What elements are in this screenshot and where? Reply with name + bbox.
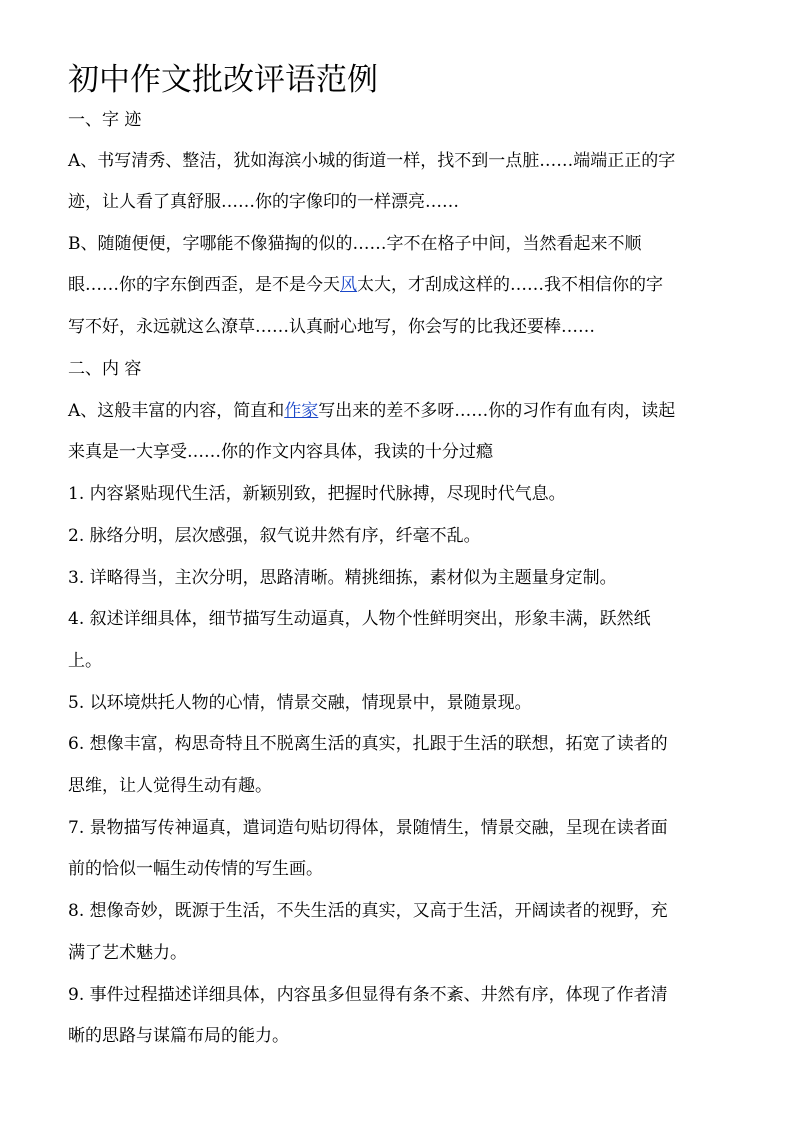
handwriting-b-line-2 xyxy=(68,272,663,298)
content-item-5: 5. 以环境烘托人物的心情，情景交融，情现景中，景随景现。 xyxy=(68,693,532,713)
handwriting-a-line-1: A、书写清秀、整洁，犹如海滨小城的街道一样，找不到一点脏……端端正正的字 xyxy=(68,151,676,171)
content-item-6-line-1: 6. 想像丰富，构思奇特且不脱离生活的真实，扎跟于生活的联想，拓宽了读者的 xyxy=(68,734,668,754)
content-item-9-line-2: 晰的思路与谋篇布局的能力。 xyxy=(68,1026,289,1046)
handwriting-b-line-2-post: 太大，才刮成这样的……我不相信你的字 xyxy=(357,275,663,295)
content-item-1: 1. 内容紧贴现代生活，新颖别致，把握时代脉搏，尽现时代气息。 xyxy=(68,484,566,504)
content-item-2: 2. 脉络分明，层次感强，叙气说井然有序，纤毫不乱。 xyxy=(68,526,481,546)
content-item-8-line-1: 8. 想像奇妙，既源于生活，不失生活的真实，又高于生活，开阔读者的视野，充 xyxy=(68,901,668,921)
content-item-9-line-1: 9. 事件过程描述详细具体，内容虽多但显得有条不紊、井然有序，体现了作者清 xyxy=(68,985,668,1005)
content-item-3: 3. 详略得当，主次分明，思路清晰。精挑细拣，素材似为主题量身定制。 xyxy=(68,568,617,588)
section-heading-handwriting: 一、字 迹 xyxy=(68,110,142,130)
content-a-line-1-post: 写出来的差不多呀……你的习作有血有肉，读起 xyxy=(318,401,676,421)
wind-link[interactable]: 风 xyxy=(340,275,357,295)
content-item-8-line-2: 满了艺术魅力。 xyxy=(68,943,187,963)
writer-link[interactable]: 作家 xyxy=(284,401,319,421)
content-a-line-1-pre: A、这般丰富的内容，简直和 xyxy=(68,401,285,421)
handwriting-b-line-2-pre: 眼……你的字东倒西歪，是不是今天 xyxy=(68,275,340,295)
section-heading-content: 二、内 容 xyxy=(68,359,142,379)
content-a-line-1 xyxy=(68,398,675,424)
content-item-4-line-2: 上。 xyxy=(68,651,102,671)
handwriting-b-line-3: 写不好，永远就这么潦草……认真耐心地写，你会写的比我还要棒…… xyxy=(68,317,595,337)
content-item-6-line-2: 思维，让人觉得生动有趣。 xyxy=(68,776,272,796)
content-a-line-2: 来真是一大享受……你的作文内容具体，我读的十分过瘾 xyxy=(68,442,493,462)
content-item-7-line-1: 7. 景物描写传神逼真，遣词造句贴切得体，景随情生，情景交融，呈现在读者面 xyxy=(68,818,668,838)
content-item-4-line-1: 4. 叙述详细具体，细节描写生动逼真，人物个性鲜明突出，形象丰满，跃然纸 xyxy=(68,609,651,629)
handwriting-b-line-1: B、随随便便，字哪能不像猫掏的似的……字不在格子中间，当然看起来不顺 xyxy=(68,234,642,254)
page-title: 初中作文批改评语范例 xyxy=(68,62,378,98)
content-item-7-line-2: 前的恰似一幅生动传情的写生画。 xyxy=(68,859,323,879)
handwriting-a-line-2: 迹，让人看了真舒服……你的字像印的一样漂亮…… xyxy=(68,192,459,212)
